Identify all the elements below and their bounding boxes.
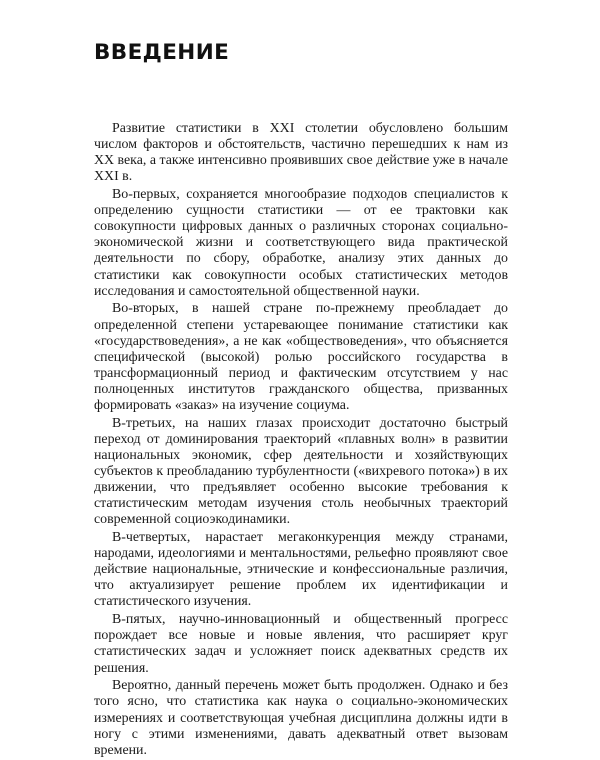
paragraph-first: Во-первых, сохраняется многообразие подходов специалистов к определению сущности статистики — от ее трактовки как совокупности цифровых данных о различных сторонах социально-экономической жизни и соответствующего вида практической деятельности по сбору, обработке, анализу этих данных до статистики как совокупности особых статистических методов исследования и самостоятельной общественной науки. [94, 187, 508, 299]
chapter-title: ВВЕДЕНИЕ [94, 40, 230, 65]
paragraph-fifth: В-пятых, научно-инновационный и общественный прогресс порождает все новые и новые явления, что расширяет круг статистических задач и усложняет поиск адекватных средств их решения. [94, 612, 508, 676]
body-text [94, 121, 508, 760]
paragraph-third: В-третьих, на наших глазах происходит достаточно быстрый переход от доминирования траекторий «плавных волн» в развитии национальных экономик, сфер деятельности и хозяйствующих субъектов к преобладанию турбулентности («вихревого потока») в их движении, что предъявляет особенно высокие требования к статистическим методам изучения столь необычных траекторий современной социоэкодинамики. [94, 415, 508, 528]
paragraph-second: Во-вторых, в нашей стране по-прежнему преобладает до определенной степени устаревающее понимание статистики как «государствоведения», а не как «обществоведения», что объясняется специфической (высокой) ролью российского государства в трансформационный период и фактическим отсутствием у нас полноценных институтов гражданского общества, призванных формировать «заказ» на изучение социума. [94, 301, 508, 413]
paragraph-conclusion: Вероятно, данный перечень может быть продолжен. Однако и без того ясно, что статистика как наука о социально-экономических измерениях и соответствующая учебная дисциплина должны идти в ногу с этими изменениями, давать адекватный ответ вызовам времени. [94, 678, 508, 758]
paragraph-intro: Развитие статистики в XXI столетии обусловлено большим числом факторов и обстоятельств, частично перешедших к нам из XX века, а также интенсивно проявивших свое действие уже в начале XXI в. [94, 121, 508, 185]
paragraph-fourth: В-четвертых, нарастает мегаконкуренция между странами, народами, идеологиями и ментальностями, рельефно проявляют свое действие национальные, этнические и конфессиональные различия, что актуализирует решение проблем их идентификации и статистического изучения. [94, 530, 508, 610]
